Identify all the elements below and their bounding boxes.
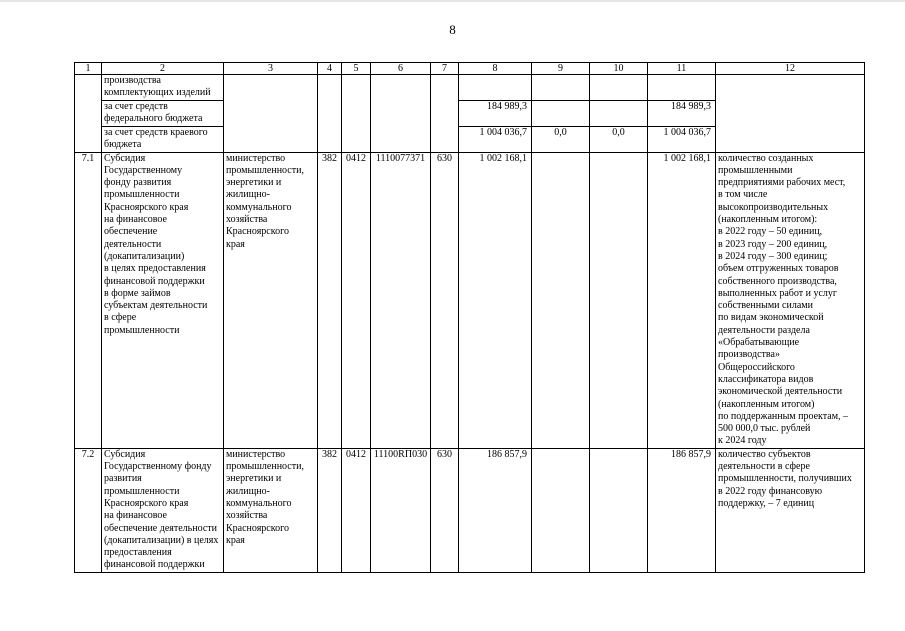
- cell-col2: [102, 448, 224, 572]
- text-line: обеспечение деятельности: [104, 522, 217, 534]
- table-row: [75, 75, 865, 101]
- text-line: на финансовое: [104, 510, 167, 522]
- cell-col10: [590, 101, 648, 127]
- cell-col6: 11100RП030: [371, 448, 431, 572]
- header-cell: 10: [590, 63, 648, 75]
- table-row: [75, 448, 865, 572]
- cell-col12: [716, 75, 865, 153]
- text-line: деятельности раздела: [718, 324, 810, 336]
- text-line: производства: [104, 75, 161, 86]
- header-cell: 9: [532, 63, 590, 75]
- cell-col8: 186 857,9: [459, 448, 532, 572]
- cell-col3: [224, 75, 318, 153]
- text-line: промышленными: [718, 164, 793, 176]
- text-line: края: [226, 238, 245, 250]
- cell-col9: [532, 448, 590, 572]
- cell-col5: 0412: [342, 448, 371, 572]
- text-line: федерального бюджета: [104, 113, 203, 125]
- table-row: [75, 152, 865, 448]
- cell-col2: [102, 152, 224, 448]
- text-line: (накопленным итогом): [718, 398, 815, 410]
- text-line: промышленности: [104, 324, 180, 336]
- text-line: по видам экономической: [718, 312, 824, 324]
- page-edge: [0, 0, 905, 2]
- text-line: (докапитализации): [104, 250, 185, 262]
- text-line: министерство: [226, 448, 286, 460]
- cell-col8: [459, 75, 532, 101]
- text-line: жилищно-: [226, 485, 270, 497]
- cell-col4: [318, 75, 342, 153]
- text-line: «Обрабатывающие: [718, 337, 800, 349]
- text-line: в 2022 году финансовую: [718, 485, 823, 497]
- text-line: промышленности,: [226, 461, 304, 473]
- cell-col10: [590, 152, 648, 448]
- cell-col11: 186 857,9: [648, 448, 716, 572]
- text-line: деятельности в сфере: [718, 461, 810, 473]
- text-line: Государственному фонду: [104, 461, 212, 473]
- cell-col6: [371, 75, 431, 153]
- text-line: промышленности: [104, 485, 180, 497]
- cell-col5: 0412: [342, 152, 371, 448]
- cell-col3: [224, 448, 318, 572]
- text-line: в сфере: [104, 312, 137, 324]
- text-line: в том числе: [718, 189, 768, 201]
- header-cell: 3: [224, 63, 318, 75]
- cell-col9: [532, 75, 590, 101]
- text-line: на финансовое: [104, 214, 167, 226]
- text-line: финансовой поддержки: [104, 559, 205, 571]
- cell-col10: [590, 75, 648, 101]
- text-line: промышленности,: [226, 164, 304, 176]
- text-line: количество созданных: [718, 152, 814, 164]
- cell-col9: [532, 101, 590, 127]
- text-line: к 2024 году: [718, 435, 767, 447]
- cell-col11: [648, 75, 716, 101]
- text-line: (докапитализации) в целях: [104, 534, 219, 546]
- cell-col6: 1110077371: [371, 152, 431, 448]
- header-cell: 2: [102, 63, 224, 75]
- text-line: Государственному: [104, 164, 183, 176]
- cell-col2: [102, 101, 224, 127]
- text-line: энергетики и: [226, 473, 282, 485]
- text-line: финансовой поддержки: [104, 275, 205, 287]
- text-line: в 2022 году – 50 единиц,: [718, 226, 823, 238]
- cell-col11: 1 004 036,7: [648, 127, 716, 153]
- cell-col7: [431, 75, 459, 153]
- text-line: хозяйства: [226, 510, 268, 522]
- header-cell: 5: [342, 63, 371, 75]
- text-line: в 2024 году – 300 единиц;: [718, 250, 828, 262]
- cell-col8: 184 989,3: [459, 101, 532, 127]
- cell-col1: 7.2: [75, 448, 102, 572]
- text-line: Субсидия: [104, 152, 146, 164]
- text-line: развития: [104, 473, 142, 485]
- text-line: за счет средств: [104, 101, 168, 112]
- cell-col3: [224, 152, 318, 448]
- text-line: Общероссийского: [718, 361, 795, 373]
- text-line: промышленности, получивших: [718, 473, 852, 485]
- text-line: Красноярского: [226, 226, 289, 238]
- budget-table: [74, 62, 865, 573]
- text-line: собственного производства,: [718, 275, 837, 287]
- text-line: (накопленным итогом):: [718, 214, 818, 226]
- cell-col7: 630: [431, 448, 459, 572]
- text-line: деятельности: [104, 238, 162, 250]
- text-line: предоставления: [104, 547, 172, 559]
- text-line: обеспечение: [104, 226, 158, 238]
- text-line: выполненных работ и услуг: [718, 287, 838, 299]
- page-number: 8: [449, 22, 456, 37]
- text-line: энергетики и: [226, 177, 282, 189]
- text-line: коммунального: [226, 497, 292, 509]
- text-line: за счет средств краевого: [104, 127, 208, 138]
- text-line: количество субъектов: [718, 448, 811, 460]
- text-line: Красноярского края: [104, 497, 189, 509]
- text-line: фонду развития: [104, 177, 172, 189]
- text-line: в целях предоставления: [104, 263, 206, 275]
- text-line: бюджета: [104, 139, 142, 151]
- text-line: субъектам деятельности: [104, 300, 208, 312]
- header-cell: 12: [716, 63, 865, 75]
- text-line: классификатора видов: [718, 373, 814, 385]
- header-cell: 7: [431, 63, 459, 75]
- cell-col1: 7.1: [75, 152, 102, 448]
- cell-col1: [75, 75, 102, 153]
- text-line: комплектующих изделий: [104, 87, 211, 99]
- header-row: [75, 63, 865, 75]
- cell-col12: [716, 448, 865, 572]
- header-cell: 8: [459, 63, 532, 75]
- text-line: по поддержанным проектам, –: [718, 410, 849, 422]
- text-line: экономической деятельности: [718, 386, 843, 398]
- cell-col9: 0,0: [532, 127, 590, 153]
- text-line: Красноярского края: [104, 201, 189, 213]
- cell-col11: 184 989,3: [648, 101, 716, 127]
- cell-col7: 630: [431, 152, 459, 448]
- text-line: жилищно-: [226, 189, 270, 201]
- header-cell: 1: [75, 63, 102, 75]
- text-line: высокопроизводительных: [718, 201, 829, 213]
- cell-col10: [590, 448, 648, 572]
- cell-col9: [532, 152, 590, 448]
- text-line: в форме займов: [104, 287, 171, 299]
- cell-col8: 1 002 168,1: [459, 152, 532, 448]
- text-line: собственными силами: [718, 300, 813, 312]
- text-line: министерство: [226, 152, 286, 164]
- cell-col2: [102, 127, 224, 153]
- header-cell: 6: [371, 63, 431, 75]
- cell-col4: 382: [318, 152, 342, 448]
- header-cell: 4: [318, 63, 342, 75]
- cell-col11: 1 002 168,1: [648, 152, 716, 448]
- text-line: поддержку, – 7 единиц: [718, 497, 815, 509]
- cell-col4: 382: [318, 448, 342, 572]
- cell-col10: 0,0: [590, 127, 648, 153]
- text-line: производства»: [718, 349, 780, 361]
- text-line: предприятиями рабочих мест,: [718, 177, 846, 189]
- cell-col12: [716, 152, 865, 448]
- text-line: коммунального: [226, 201, 292, 213]
- text-line: объем отгруженных товаров: [718, 263, 839, 275]
- cell-col2: [102, 75, 224, 101]
- text-line: Красноярского: [226, 522, 289, 534]
- text-line: края: [226, 534, 245, 546]
- text-line: 500 000,0 тыс. рублей: [718, 423, 811, 435]
- cell-col5: [342, 75, 371, 153]
- text-line: промышленности: [104, 189, 180, 201]
- text-line: Субсидия: [104, 448, 146, 460]
- text-line: хозяйства: [226, 214, 268, 226]
- header-cell: 11: [648, 63, 716, 75]
- cell-col8: 1 004 036,7: [459, 127, 532, 153]
- text-line: в 2023 году – 200 единиц,: [718, 238, 828, 250]
